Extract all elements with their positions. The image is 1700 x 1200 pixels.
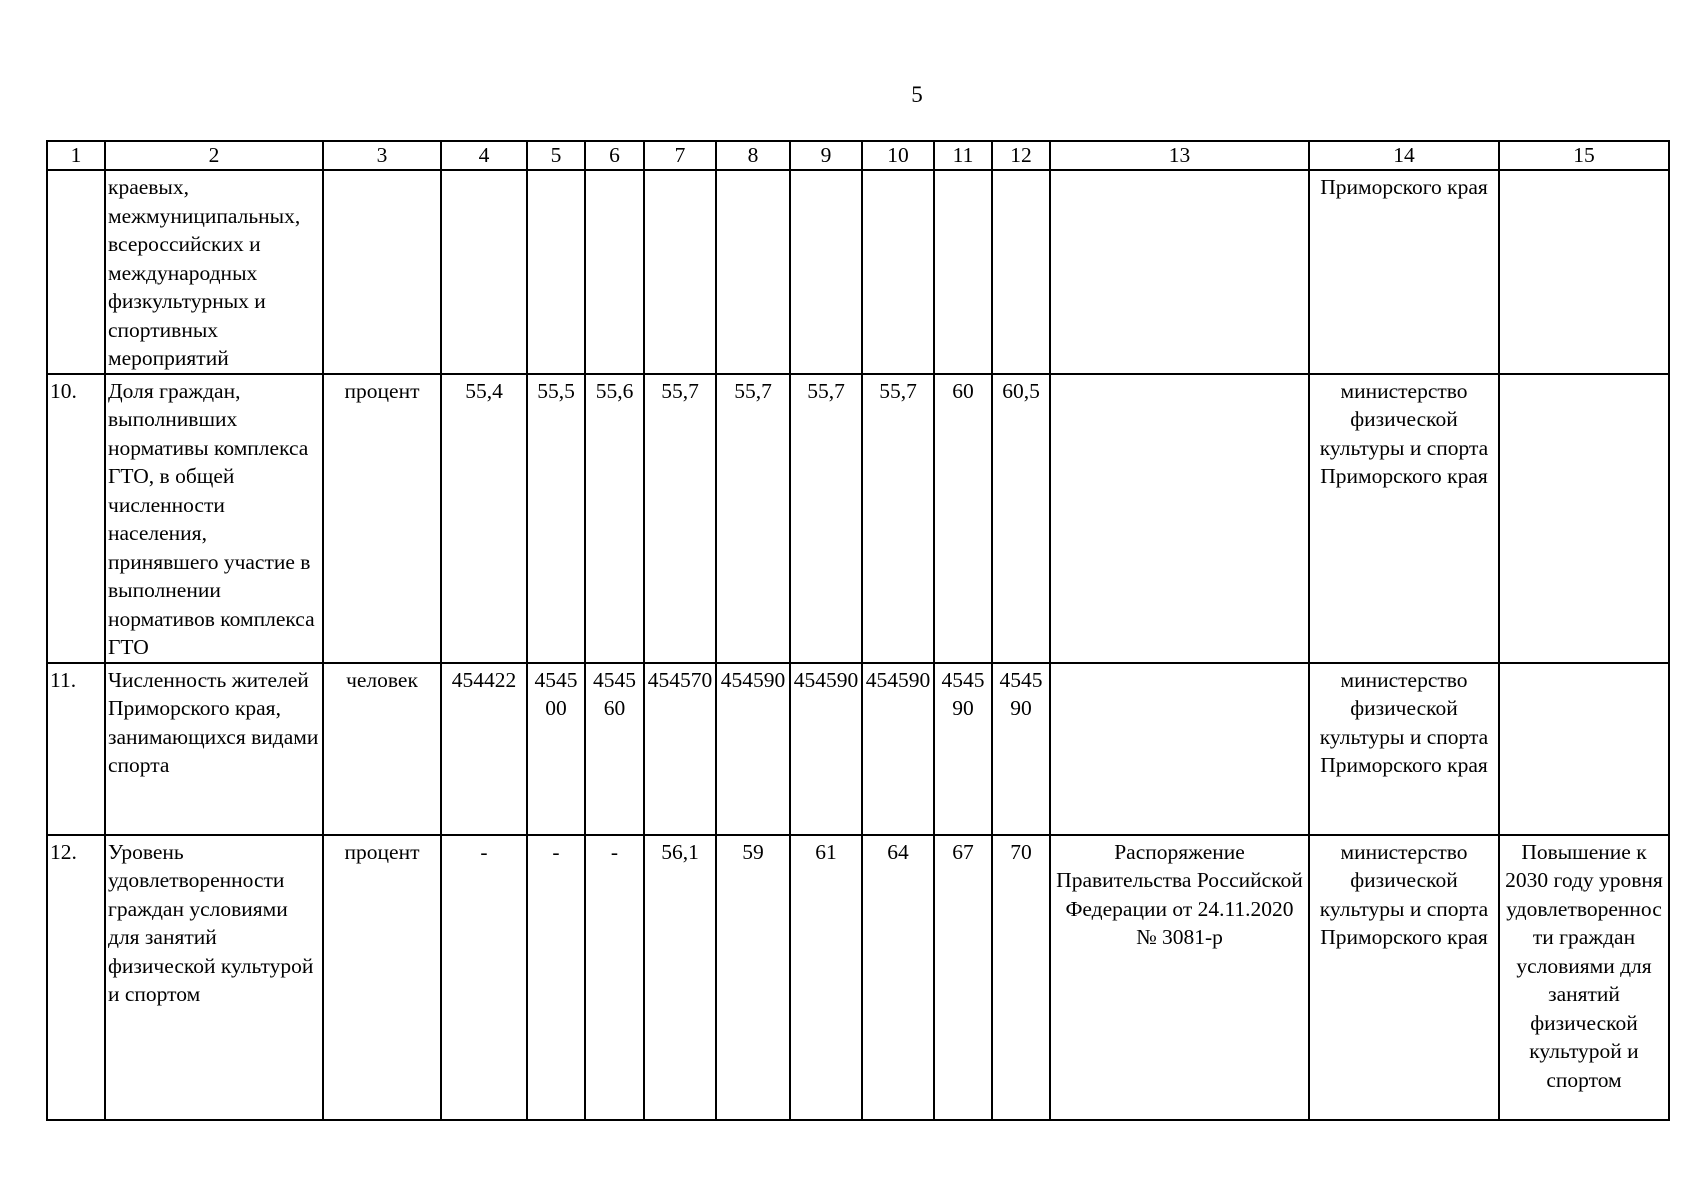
value-cell: - xyxy=(441,835,527,1120)
value-cell: - xyxy=(585,835,644,1120)
note-cell xyxy=(1499,170,1669,374)
unit-cell: процент xyxy=(323,374,441,663)
header-cell: 13 xyxy=(1050,141,1309,170)
table-row xyxy=(47,170,1669,374)
value-cell: 60 xyxy=(934,374,992,663)
value-cell: 454590 xyxy=(790,663,862,835)
value-cell: 454590 xyxy=(934,663,992,835)
value-cell: 55,7 xyxy=(862,374,934,663)
value-cell: 60,5 xyxy=(992,374,1050,663)
value-cell xyxy=(644,170,716,374)
value-cell: 70 xyxy=(992,835,1050,1120)
value-cell: - xyxy=(527,835,585,1120)
legal-document-cell xyxy=(1050,170,1309,374)
row-number: 11. xyxy=(47,663,105,835)
value-cell xyxy=(527,170,585,374)
row-number xyxy=(47,170,105,374)
value-cell: 454422 xyxy=(441,663,527,835)
header-cell: 7 xyxy=(644,141,716,170)
indicator-name: Численность жителей Приморского края, занимающихся видами спорта xyxy=(105,663,323,835)
value-cell: 64 xyxy=(862,835,934,1120)
unit-cell xyxy=(323,170,441,374)
value-cell: 61 xyxy=(790,835,862,1120)
value-cell: 67 xyxy=(934,835,992,1120)
table-row xyxy=(47,663,1669,835)
value-cell xyxy=(992,170,1050,374)
indicator-name: Уровень удовлетворенности граждан условиями для занятий физической культурой и спортом xyxy=(105,835,323,1120)
value-cell xyxy=(790,170,862,374)
note-cell: Повышение к 2030 году уровня удовлетворенности граждан условиями для занятий физической культурой и спортом xyxy=(1499,835,1669,1120)
row-number: 10. xyxy=(47,374,105,663)
value-cell: 55,7 xyxy=(644,374,716,663)
legal-document-cell: Распоряжение Правительства Российской Федерации от 24.11.2020 № 3081-р xyxy=(1050,835,1309,1120)
table-row xyxy=(47,835,1669,1120)
value-cell: 454590 xyxy=(992,663,1050,835)
page-number: 5 xyxy=(911,82,923,107)
unit-cell: человек xyxy=(323,663,441,835)
value-cell xyxy=(716,170,790,374)
indicator-name: Доля граждан, выполнивших нормативы комплекса ГТО, в общей численности населения, принявшего участие в выполнении нормативов комплекса ГТО xyxy=(105,374,323,663)
responsible-cell: министерство физической культуры и спорта Приморского края xyxy=(1309,835,1499,1120)
header-cell: 5 xyxy=(527,141,585,170)
responsible-cell: Приморского края xyxy=(1309,170,1499,374)
value-cell: 55,5 xyxy=(527,374,585,663)
value-cell: 454560 xyxy=(585,663,644,835)
header-cell: 15 xyxy=(1499,141,1669,170)
legal-document-cell xyxy=(1050,663,1309,835)
header-cell: 1 xyxy=(47,141,105,170)
value-cell: 55,6 xyxy=(585,374,644,663)
value-cell: 59 xyxy=(716,835,790,1120)
value-cell: 55,7 xyxy=(790,374,862,663)
note-cell xyxy=(1499,663,1669,835)
value-cell xyxy=(441,170,527,374)
value-cell xyxy=(934,170,992,374)
header-cell: 2 xyxy=(105,141,323,170)
header-cell: 8 xyxy=(716,141,790,170)
value-cell xyxy=(862,170,934,374)
value-cell: 55,4 xyxy=(441,374,527,663)
indicators-table xyxy=(46,140,1670,1121)
header-cell: 11 xyxy=(934,141,992,170)
value-cell: 454500 xyxy=(527,663,585,835)
value-cell: 454590 xyxy=(862,663,934,835)
value-cell: 56,1 xyxy=(644,835,716,1120)
row-number: 12. xyxy=(47,835,105,1120)
table-row xyxy=(47,374,1669,663)
value-cell: 55,7 xyxy=(716,374,790,663)
header-cell: 4 xyxy=(441,141,527,170)
responsible-cell: министерство физической культуры и спорта Приморского края xyxy=(1309,374,1499,663)
header-cell: 3 xyxy=(323,141,441,170)
value-cell: 454590 xyxy=(716,663,790,835)
unit-cell: процент xyxy=(323,835,441,1120)
header-row xyxy=(47,141,1669,170)
header-cell: 9 xyxy=(790,141,862,170)
header-cell: 12 xyxy=(992,141,1050,170)
header-cell: 14 xyxy=(1309,141,1499,170)
value-cell xyxy=(585,170,644,374)
header-cell: 10 xyxy=(862,141,934,170)
header-cell: 6 xyxy=(585,141,644,170)
legal-document-cell xyxy=(1050,374,1309,663)
note-cell xyxy=(1499,374,1669,663)
responsible-cell: министерство физической культуры и спорта Приморского края xyxy=(1309,663,1499,835)
indicator-name: краевых, межмуниципальных, всероссийских и международных физкультурных и спортивных мероприятий xyxy=(105,170,323,374)
value-cell: 454570 xyxy=(644,663,716,835)
